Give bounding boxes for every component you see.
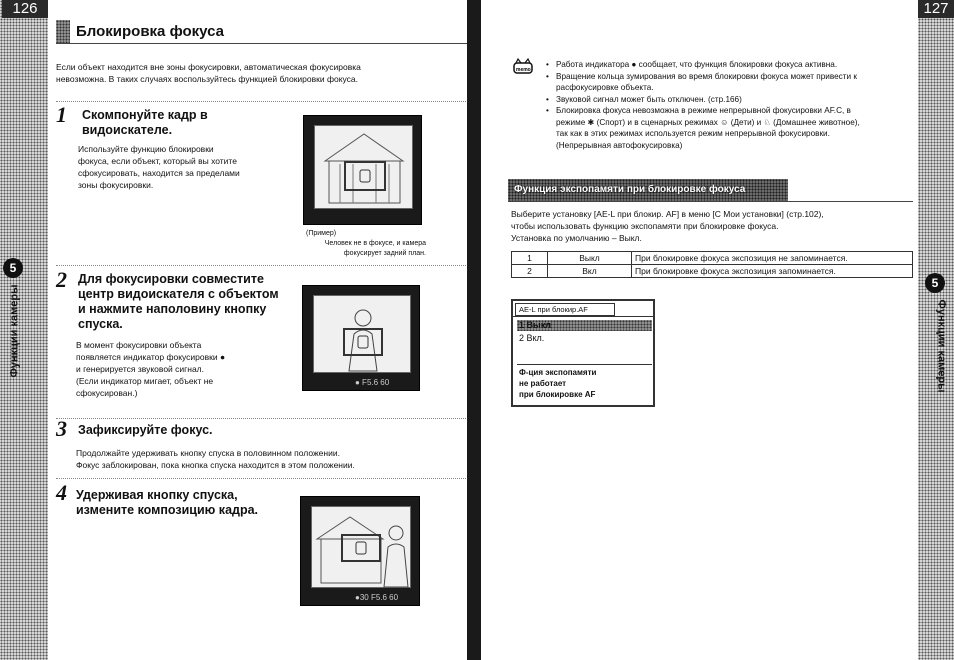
viewfinder-scene [313, 295, 411, 373]
step-body: Продолжайте удерживать кнопку спуска в половинном положении. Фокус заблокирован, пока кнопка спуска находится в этом положении. [76, 448, 355, 470]
note-line: • Звуковой сигнал может быть отключен. (стр.166) [546, 94, 742, 104]
note-line: расфокусировке объекта. [556, 83, 654, 92]
camera-menu-screenshot [511, 299, 655, 407]
step-number: 3 [56, 416, 67, 441]
intro-line: невозможна. В таких случаях воспользуйтесь функцией блокировки фокуса. [56, 74, 359, 84]
left-margin-halftone [0, 0, 48, 660]
section-heading: Функция экспопамяти при блокировке фокуса [508, 179, 788, 201]
step-body: Используйте функцию блокировки фокуса, если объект, который вы хотите сфокусировать, находится за пределами зоны фокусировки. [78, 144, 240, 190]
page-number-left: 126 [2, 0, 48, 18]
person-scene-illustration [314, 296, 412, 374]
memo-icon [512, 57, 534, 75]
step-number: 1 [56, 102, 67, 127]
step-heading: Зафиксируйте фокус. [78, 423, 213, 437]
svg-text:memo: memo [516, 67, 531, 73]
viewfinder-illustration-2 [302, 285, 420, 391]
section-body: Выберите установку [AE-L при блокир. AF] в меню [C Мои установки] (стр.102), чтобы использовать функцию экспопамяти при блокировке фокуса. Установка по умолчанию – Выкл. [511, 209, 824, 243]
step-heading: Скомпонуйте кадр в видоискателе. [82, 108, 208, 137]
viewfinder-illustration-4 [300, 496, 420, 606]
step-number: 2 [56, 267, 67, 292]
note-line: • Работа индикатора ● сообщает, что функция блокировки фокуса активна. [546, 60, 838, 69]
divider [56, 418, 466, 419]
page-title: Блокировка фокуса [76, 23, 225, 40]
section-rule [508, 201, 913, 202]
side-tab-left: Функции камеры [8, 284, 21, 378]
figure-caption: (Пример) Человек не в фокусе, и камера фокусирует задний план. [306, 230, 426, 257]
divider [56, 265, 466, 266]
menu-separator [517, 364, 652, 365]
title-marker [56, 20, 70, 43]
side-tab-right: Функции камеры [935, 299, 948, 393]
viewfinder-illustration-1 [303, 115, 422, 225]
chapter-badge-left: 5 [3, 258, 23, 278]
note-line: • Вращение кольца зумирования во время блокировки фокуса может привести к [546, 71, 857, 81]
building-scene-illustration [315, 126, 414, 210]
menu-tab-line [513, 316, 653, 317]
intro-text [56, 61, 466, 85]
divider [56, 101, 466, 102]
step-heading: Удерживая кнопку спуска, измените композицию кадра. [76, 488, 259, 517]
page-gutter [467, 0, 481, 660]
section-title-bar [56, 20, 468, 44]
menu-item: 2 Вкл. [519, 333, 545, 343]
note-line: так как в этих режимах используется режим непрерывной фокусировки. [556, 129, 830, 138]
step-body: В момент фокусировки объекта появляется индикатор фокусировки ● и генерируется звуковой сигнал. (Если индикатор мигает, объект не сфокусирован.) [76, 340, 226, 398]
intro-line: Если объект находится вне зоны фокусировки, автоматическая фокусировка [56, 62, 361, 72]
viewfinder-status: ● F5.6 60 [355, 378, 390, 387]
page-number-right: 127 [918, 0, 954, 18]
note-line: (Непрерывная автофокусировка) [556, 140, 683, 150]
chapter-badge-right: 5 [925, 273, 945, 293]
note-line: режиме ✱ (Спорт) и в сценарных режимах ☺ (Дети) и ♘ (Домашнее животное), [556, 117, 860, 127]
step-heading: Для фокусировки совместите центр видоискателя с объектом и нажмите наполовину кнопку спуска. [78, 272, 279, 331]
menu-item-selected: 1 Выкл [517, 320, 652, 331]
recomposed-scene-illustration [312, 507, 412, 589]
viewfinder-status: ●30 F5.6 60 [355, 593, 399, 602]
divider [56, 478, 466, 479]
table-row: 1 Выкл При блокировке фокуса экспозиция не запоминается. [512, 252, 913, 265]
menu-tab: AE-L при блокир.AF [515, 303, 615, 316]
viewfinder-scene [311, 506, 411, 588]
note-line: • Блокировка фокуса невозможна в режиме непрерывной фокусировки AF.C, в [546, 106, 851, 115]
step-number: 4 [56, 480, 67, 505]
memo-notes [546, 59, 916, 151]
viewfinder-scene [314, 125, 413, 209]
table-row: 2 Вкл При блокировке фокуса экспозиция запоминается. [512, 265, 913, 278]
menu-description: Ф-ция экспопамяти не работает при блокировке AF [519, 368, 597, 399]
options-table [511, 251, 913, 278]
